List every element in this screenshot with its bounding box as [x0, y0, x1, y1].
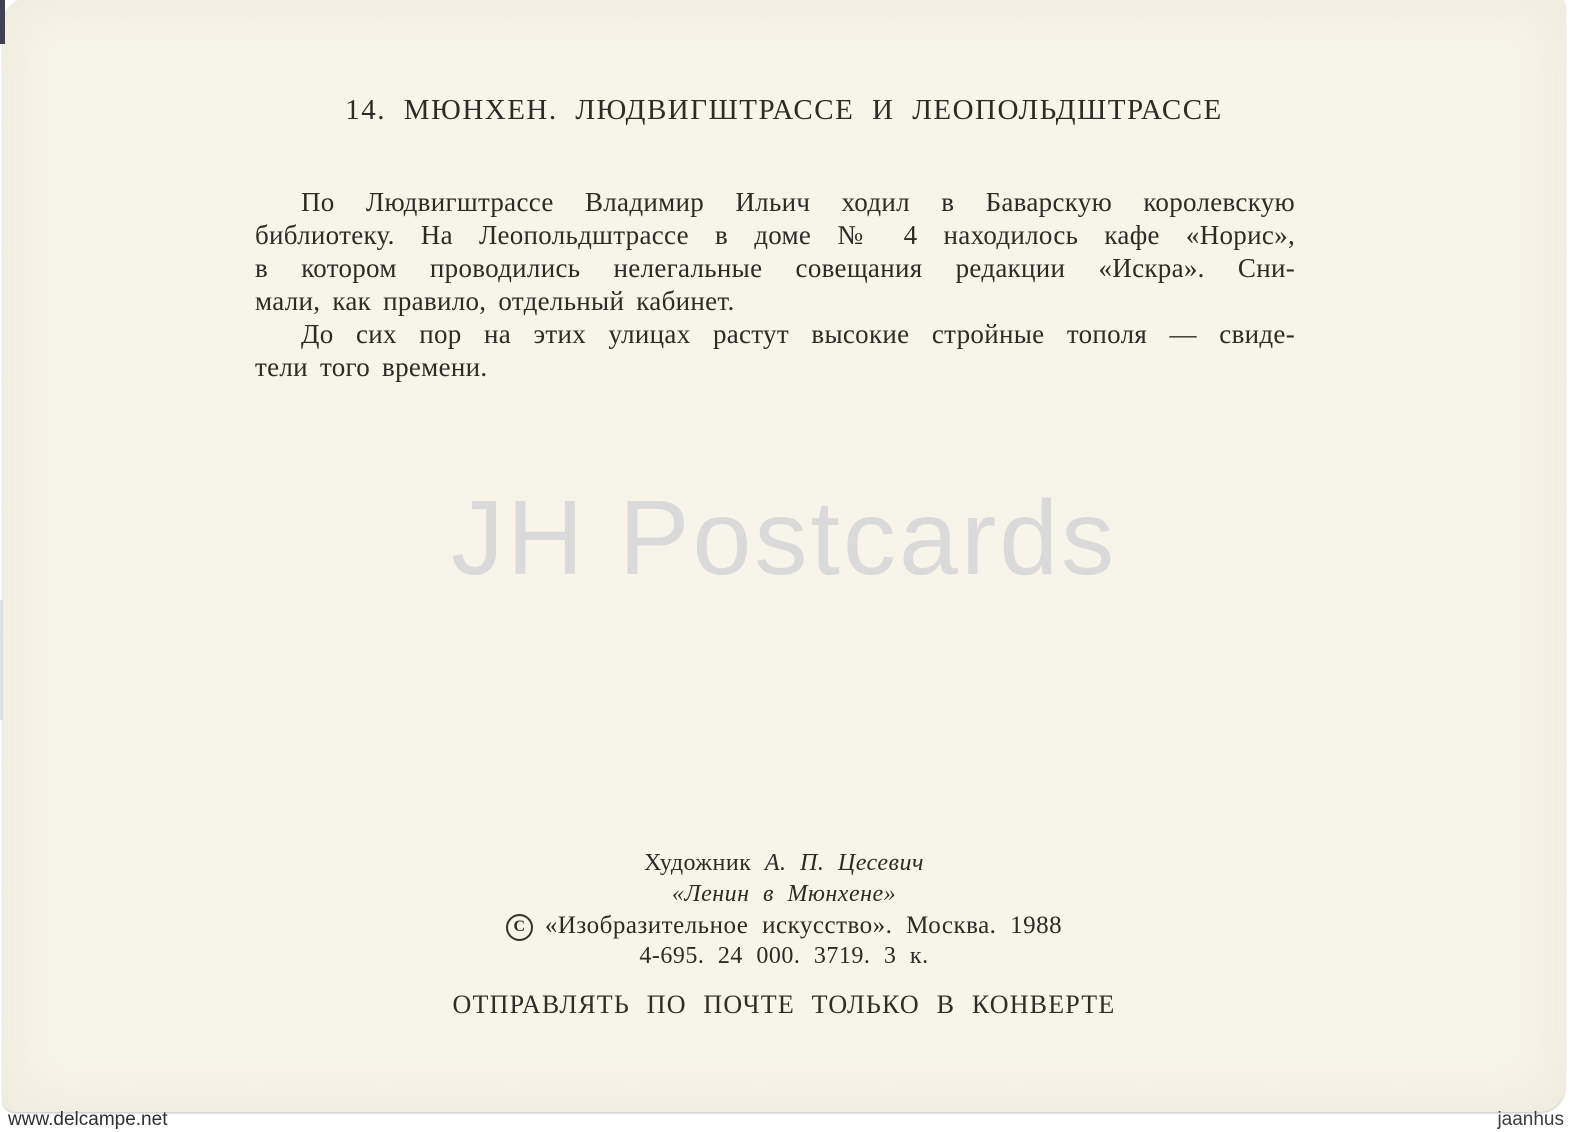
postcard-title: 14. МЮНХЕН. ЛЮДВИГШТРАССЕ И ЛЕОПОЛЬДШТРАССЕ	[345, 94, 1223, 126]
artwork-title: «Ленин в Мюнхене»	[671, 881, 897, 907]
publisher-credit	[3, 910, 1565, 941]
paragraph-line: библиотеку. На Леопольдштрассе в доме № 4 находилось кафе «Норис»,	[255, 220, 1295, 250]
paragraph-line: мали, как правило, отдельный кабинет.	[255, 286, 735, 316]
paragraph-line: тели того времени.	[255, 352, 488, 382]
postcard-back	[3, 0, 1565, 1112]
postcard-description	[255, 186, 1295, 384]
artist-credit-prefix: Художник	[644, 850, 752, 876]
print-run-line: 4-695. 24 000. 3719. 3 к.	[639, 943, 929, 969]
imprint-block	[3, 848, 1565, 972]
paragraph-line: в котором проводились нелегальные совещания редакции «Искра». Сни-	[255, 253, 1295, 283]
scan-artifact-edge	[0, 600, 3, 720]
mailing-notice: ОТПРАВЛЯТЬ ПО ПОЧТЕ ТОЛЬКО В КОНВЕРТЕ	[452, 990, 1116, 1019]
paragraph-line: По Людвигштрассе Владимир Ильич ходил в Баварскую королевскую	[301, 187, 1295, 217]
scan-artifact-corner	[0, 0, 5, 44]
artist-credit	[3, 848, 1565, 879]
delcampe-watermark: www.delcampe.net	[8, 1109, 168, 1130]
seller-watermark: JH Postcards	[450, 479, 1118, 597]
paragraph-line: До сих пор на этих улицах растут высокие стройные тополя — свиде-	[301, 319, 1295, 349]
seller-name-watermark: jaanhus	[1497, 1109, 1564, 1130]
copyright-icon	[506, 914, 533, 941]
artist-name: А. П. Цесевич	[764, 850, 924, 876]
copyright-letter: С	[513, 918, 526, 935]
publisher-line: «Изобразительное искусство». Москва. 1988	[544, 912, 1063, 939]
